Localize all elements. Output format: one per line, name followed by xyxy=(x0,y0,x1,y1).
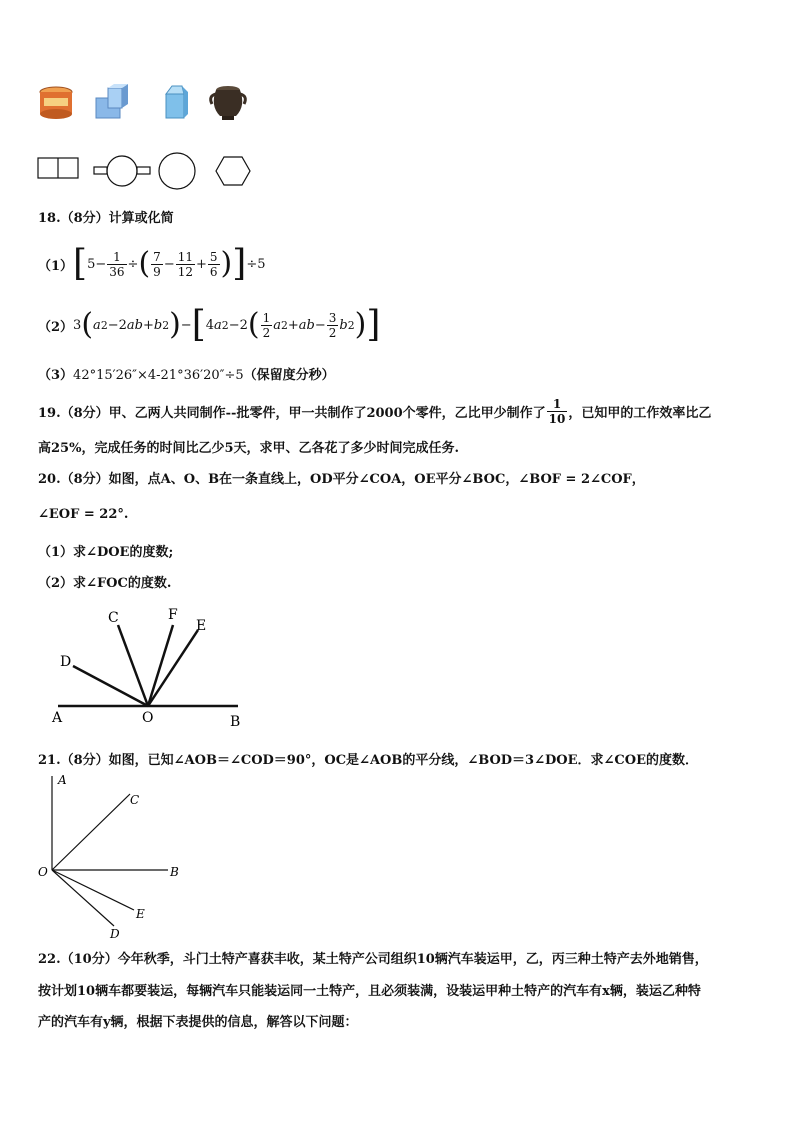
q18-header: 18.（8分）计算或化简 xyxy=(38,211,174,226)
q18-part3-note: （保留度分秒） xyxy=(243,368,335,383)
label-d: D xyxy=(60,654,72,670)
vase-image xyxy=(211,86,246,120)
q18-part1-expression: [ 5− $\frac{1}{36}$ ÷ ( $\frac{7}{9}$ − $\frac{11}{12}$ + $\frac{5}{6}$ ) ] ÷5 xyxy=(73,243,266,284)
label-a: A xyxy=(58,773,67,787)
q22-line1: 22.（10分）今年秋季，斗门土特产喜获丰收，某土特产公司组织10辆汽车装运甲，乙，丙三种土特产去外地销售， xyxy=(38,952,708,967)
q20-sub1: （1）求∠DOE的度数; xyxy=(38,545,174,560)
q21-text: 21.（8分）如图，已知∠AOB＝∠COD＝90°，OC是∠AOB的平分线，∠BOD＝3∠DOE．求∠COE的度数． xyxy=(38,753,698,768)
ray-of xyxy=(148,625,173,706)
label-o: O xyxy=(142,710,154,726)
plane-views-row xyxy=(36,152,256,192)
q18-part3-label: （3） xyxy=(38,368,74,383)
ray-oc xyxy=(52,794,130,870)
q22-line2: 按计划10辆车都要装运，每辆汽车只能装运同一土特产，且必须装满，设装运甲种土特产的汽车有x辆，装运乙种特 xyxy=(38,984,701,999)
q19-line1 xyxy=(38,393,711,429)
q20-line1: 20.（8分）如图，点A、O、B在一条直线上，OD平分∠COA，OE平分∠BOC，∠BOF = 2∠COF， xyxy=(38,472,645,487)
q22-line3: 产的汽车有y辆，根据下表提供的信息，解答以下问题： xyxy=(38,1015,358,1030)
ray-oe xyxy=(148,630,198,706)
q19-fraction xyxy=(547,397,568,426)
label-b: B xyxy=(230,714,241,730)
label-b: B xyxy=(170,865,179,879)
label-c: C xyxy=(108,610,119,626)
q18-part3 xyxy=(38,364,335,383)
q18-part2 xyxy=(38,305,380,345)
label-o: O xyxy=(38,865,48,879)
q18-part2-expression: 3 ( a 2 −2 ab + b 2 ) − [ 4 a 2 −2 ( $\frac{1}{2}$ a 2 + ab − $\frac{3}{2}$ b 2 ) ] xyxy=(73,304,381,345)
q19-line1-post: ，已知甲的工作效率比乙 xyxy=(568,405,712,421)
label-a: A xyxy=(52,710,63,726)
q21-angle-diagram xyxy=(34,770,194,940)
q19-line2: 高25%，完成任务的时间比乙少5天，求甲、乙各花了多少时间完成任务. xyxy=(38,441,460,456)
cube-stack-image xyxy=(96,84,128,118)
label-c: C xyxy=(130,793,140,807)
q18-part3-expression: 42°15′26″×4-21°36′20″÷5 xyxy=(73,368,244,383)
q19-line1-pre: 19.（8分）甲、乙两人共同制作--批零件，甲一共制作了2000个零件，乙比甲少制作了 xyxy=(38,405,546,421)
circle-view xyxy=(159,153,195,189)
ray-oe xyxy=(52,870,134,910)
cylinder-can-image xyxy=(40,87,72,119)
ray-od xyxy=(73,666,148,706)
plane-views xyxy=(36,152,256,192)
q20-sub2: （2）求∠FOC的度数. xyxy=(38,576,172,591)
solid-images xyxy=(36,82,266,126)
prism-image xyxy=(166,86,188,118)
q20-angle-diagram xyxy=(38,600,258,730)
two-rectangles-view xyxy=(38,158,78,178)
q19-frac-num: 1 xyxy=(547,397,568,412)
q18-part2-label: （2） xyxy=(38,319,74,335)
solid-images-row xyxy=(36,82,266,126)
q20-line2: ∠EOF = 22°. xyxy=(38,507,129,522)
q21-figure xyxy=(34,770,194,940)
ray-oc xyxy=(118,625,148,706)
q18-part1 xyxy=(38,244,265,284)
q20-figure xyxy=(38,600,258,730)
ray-od xyxy=(52,870,114,926)
q18-part1-label: （1） xyxy=(38,258,74,274)
label-e: E xyxy=(196,618,207,634)
circle-with-tabs-view xyxy=(94,156,150,186)
label-d: D xyxy=(110,927,120,940)
label-f: F xyxy=(168,607,178,623)
hexagon-view xyxy=(216,157,250,185)
label-e: E xyxy=(136,907,145,921)
q19-frac-den: 10 xyxy=(548,411,566,426)
